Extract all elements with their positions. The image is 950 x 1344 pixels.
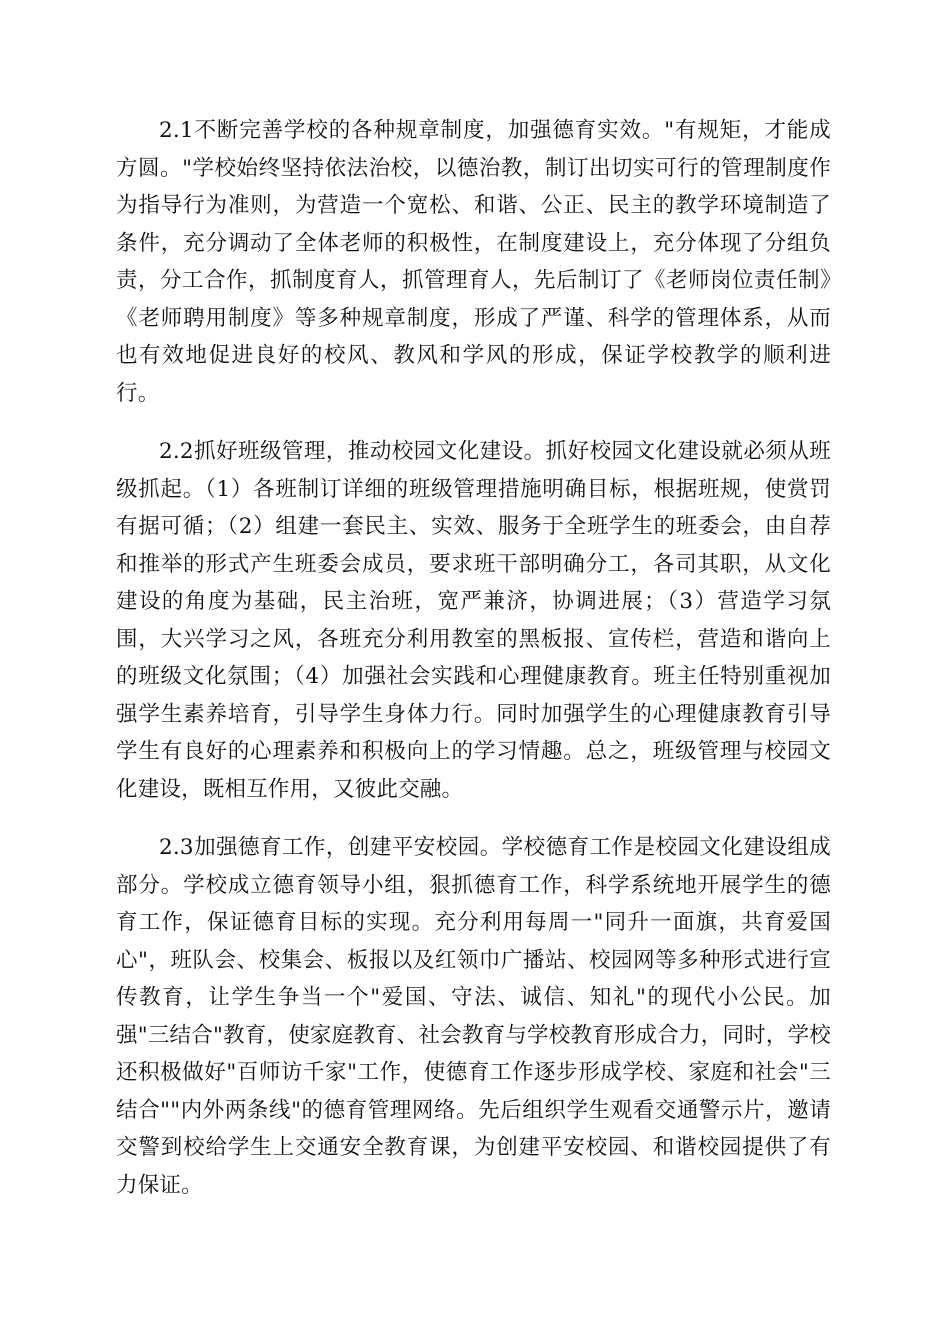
paragraph-2-3: 2.3加强德育工作，创建平安校园。学校德育工作是校园文化建设组成部分。学校成立德育领导小组，狠抓德育工作，科学系统地开展学生的德育工作，保证德育目标的实现。充分利用每周一"同升一面旗，共育爱国心"，班队会、校集会、板报以及红领巾广播站、校园网等多种形式进行宣传教育，让学生争当一个"爱国、守法、诚信、知礼"的现代小公民。加强"三结合"教育，使家庭教育、社会教育与学校教育形成合力，同时，学校还积极做好"百师访千家"工作，使德育工作逐步形成学校、家庭和社会"三结合""内外两条线"的德育管理网络。先后组织学生观看交通警示片，邀请交警到校给学生上交通安全教育课，为创建平安校园、和谐校园提供了有力保证。	[116, 835, 831, 1198]
document-body	[116, 112, 831, 1225]
paragraph-2-2: 2.2抓好班级管理，推动校园文化建设。抓好校园文化建设就必须从班级抓起。（1）各班制订详细的班级管理措施明确目标，根据班规，使赏罚有据可循；（2）组建一套民主、实效、服务于全班学生的班委会，由自荐和推举的形式产生班委会成员，要求班干部明确分工，各司其职，从文化建设的角度为基础，民主治班，宽严兼济，协调进展；（3）营造学习氛围，大兴学习之风，各班充分利用教室的黑板报、宣传栏，营造和谐向上的班级文化氛围；（4）加强社会实践和心理健康教育。班主任特别重视加强学生素养培育，引导学生身体力行。同时加强学生的心理健康教育引导学生有良好的心理素养和积极向上的学习情趣。总之，班级管理与校园文化建设，既相互作用，又彼此交融。	[116, 439, 831, 802]
paragraph-2-1: 2.1不断完善学校的各种规章制度，加强德育实效。"有规矩，才能成方圆。"学校始终坚持依法治校，以德治教，制订出切实可行的管理制度作为指导行为准则，为营造一个宽松、和谐、公正、民主的教学环境制造了条件，充分调动了全体老师的积极性，在制度建设上，充分体现了分组负责，分工合作，抓制度育人，抓管理育人，先后制订了《老师岗位责任制》《老师聘用制度》等多种规章制度，形成了严谨、科学的管理体系，从而也有效地促进良好的校风、教风和学风的形成，保证学校教学的顺利进行。	[116, 118, 831, 406]
